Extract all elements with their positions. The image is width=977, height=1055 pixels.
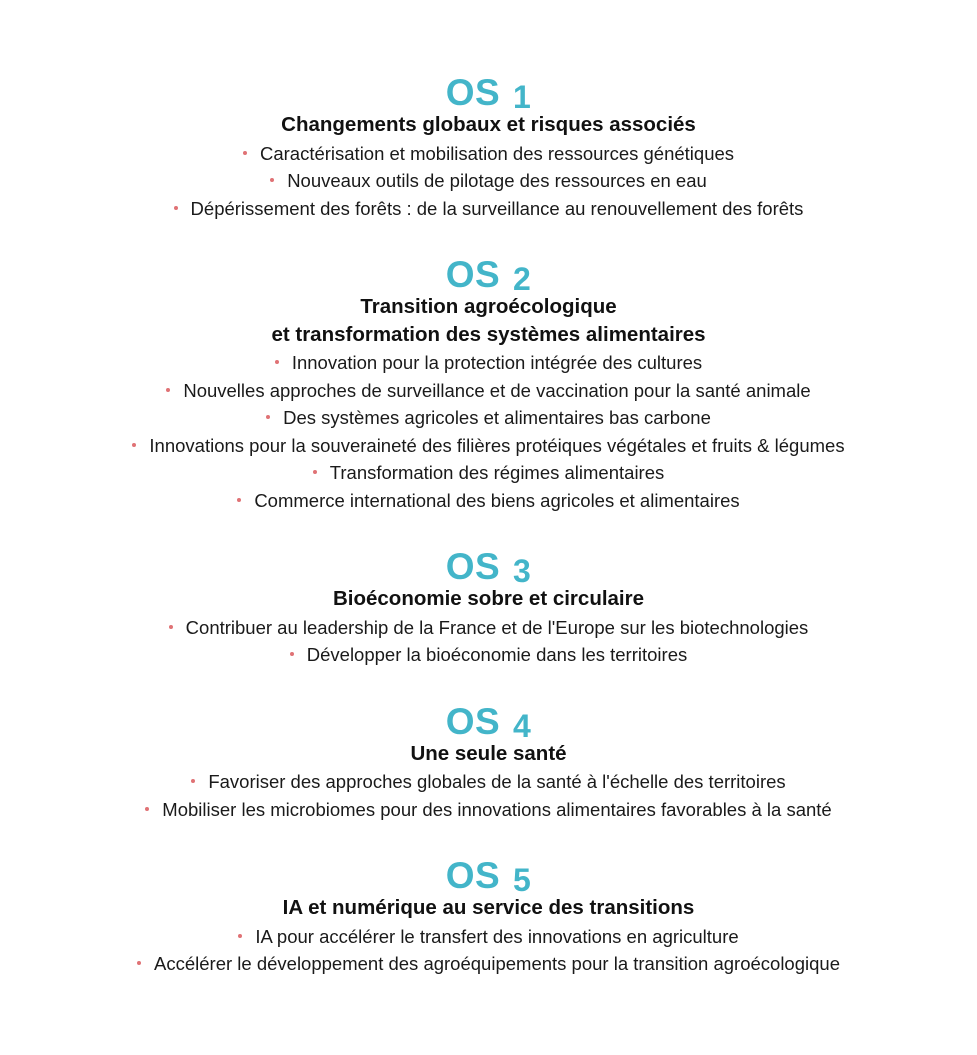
objective-items (0, 140, 977, 223)
item-text: Des systèmes agricoles et alimentaires bas carbone (283, 407, 711, 428)
bullet-icon (169, 625, 173, 629)
item-text: Accélérer le développement des agroéquipements pour la transition agroécologique (154, 953, 840, 974)
item-text: Innovation pour la protection intégrée des cultures (291, 352, 703, 373)
objective-prefix: OS (445, 855, 501, 896)
list-item (0, 404, 977, 432)
bullet-icon (238, 934, 242, 938)
item-text: Favoriser des approches globales de la santé à l'échelle des territoires (208, 771, 786, 792)
item-text: Transformation des régimes alimentaires (329, 462, 665, 483)
list-item (0, 377, 977, 405)
bullet-icon (166, 388, 170, 392)
bullet-icon (243, 151, 247, 155)
item-text: Développer la bioéconomie dans les territoires (306, 644, 688, 665)
bullet-icon (145, 807, 149, 811)
objective-prefix: OS (445, 254, 501, 295)
list-item (0, 167, 977, 195)
list-item (0, 768, 977, 796)
objective-section-3 (0, 548, 977, 669)
objective-number: 4 (512, 707, 532, 744)
objective-title-line-2: et transformation des systèmes alimentaires (271, 322, 706, 346)
list-item (0, 195, 977, 223)
objective-number: 5 (512, 862, 532, 898)
list-item (0, 923, 977, 951)
objective-title: Bioéconomie sobre et circulaire (332, 587, 645, 610)
list-item (0, 641, 977, 669)
item-text: Nouveaux outils de pilotage des ressources en eau (287, 170, 707, 191)
item-text: IA pour accélérer le transfert des innovations en agriculture (255, 925, 739, 947)
objective-items (0, 768, 977, 823)
list-item (0, 950, 977, 978)
objective-prefix: OS (445, 700, 501, 742)
item-text: Innovations pour la souveraineté des filières protéiques végétales et fruits & légumes (149, 434, 845, 456)
bullet-icon (266, 415, 270, 419)
item-text: Contribuer au leadership de la France et de l'Europe sur les biotechnologies (185, 616, 809, 638)
item-text: Dépérissement des forêts : de la surveillance au renouvellement des forêts (190, 197, 804, 219)
list-item (0, 349, 977, 377)
objective-title: IA et numérique au service des transitions (282, 896, 695, 919)
objective-number: 3 (512, 553, 532, 589)
list-item (0, 487, 977, 515)
item-text: Caractérisation et mobilisation des ressources génétiques (259, 142, 735, 164)
objective-items (0, 923, 977, 978)
list-item (0, 432, 977, 460)
bullet-icon (137, 961, 141, 965)
list-item (0, 796, 977, 824)
item-text: Commerce international des biens agricoles et alimentaires (254, 489, 740, 511)
list-item (0, 614, 977, 642)
objective-prefix: OS (445, 72, 501, 113)
objective-title: Changements globaux et risques associés (281, 113, 696, 136)
bullet-icon (191, 779, 195, 783)
objective-items (0, 614, 977, 669)
objective-title: Transition agroécologique (360, 295, 617, 318)
objective-title: Une seule santé (410, 741, 567, 765)
objective-heading (0, 72, 977, 115)
bullet-icon (313, 470, 317, 474)
objective-prefix: OS (445, 546, 501, 587)
objective-heading (0, 700, 977, 744)
objective-heading (0, 254, 977, 297)
objective-section-1 (0, 74, 977, 222)
bullet-icon (174, 206, 178, 210)
objective-section-2 (0, 256, 977, 514)
bullet-icon (270, 178, 274, 182)
objective-number: 1 (512, 79, 532, 115)
objective-number: 2 (512, 261, 532, 297)
objective-heading (0, 855, 977, 898)
bullet-icon (290, 652, 294, 656)
bullet-icon (237, 498, 241, 502)
objective-section-5 (0, 857, 977, 978)
list-item (0, 140, 977, 168)
list-item (0, 459, 977, 487)
objective-section-4 (0, 700, 977, 824)
item-text: Mobiliser les microbiomes pour des innovations alimentaires favorables à la santé (162, 798, 832, 820)
objective-heading (0, 546, 977, 589)
item-text: Nouvelles approches de surveillance et de vaccination pour la santé animale (183, 379, 811, 401)
bullet-icon (132, 443, 136, 447)
objective-items (0, 349, 977, 514)
bullet-icon (275, 360, 279, 364)
